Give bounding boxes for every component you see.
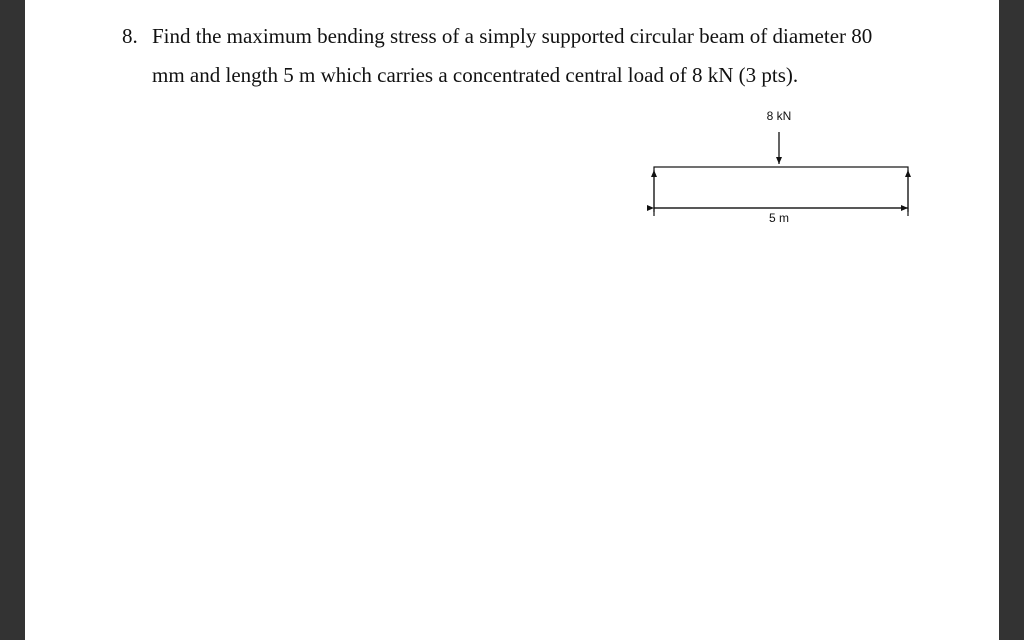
beam [654,167,908,208]
question-text-line-1: Find the maximum bending stress of a simply supported circular beam of diameter 80 [152,24,873,48]
beam-diagram [645,100,915,240]
question-number: 8. [122,24,138,48]
load-label: 8 kN [766,109,792,123]
question-text-line-2: mm and length 5 m which carries a concentrated central load of 8 kN (3 pts). [152,63,799,87]
document-page [25,0,999,640]
span-label: 5 m [768,211,790,225]
